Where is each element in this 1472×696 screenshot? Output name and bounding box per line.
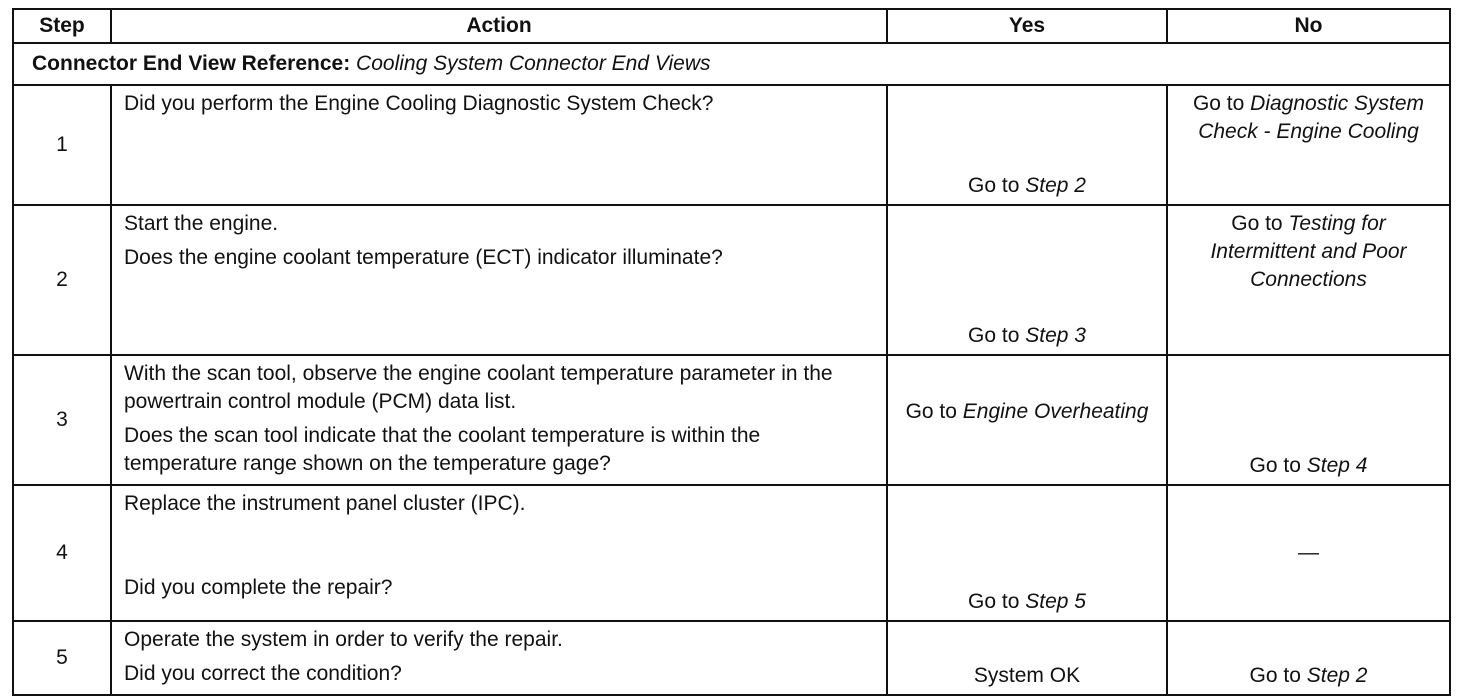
no-link[interactable]: Step 4 bbox=[1306, 454, 1368, 477]
yes-prefix: Go to bbox=[905, 400, 957, 423]
reference-cell bbox=[13, 43, 1450, 85]
reference-row bbox=[13, 43, 1450, 85]
table-row bbox=[13, 85, 1450, 205]
action-text: Replace the instrument panel cluster (IPC). bbox=[124, 492, 526, 515]
header-action: Action bbox=[111, 9, 887, 43]
header-row bbox=[13, 9, 1450, 43]
yes-cell bbox=[887, 85, 1167, 205]
no-cell bbox=[1167, 85, 1450, 205]
table-row bbox=[13, 485, 1450, 621]
step-number: 2 bbox=[13, 205, 111, 355]
action-cell bbox=[111, 621, 887, 695]
no-cell bbox=[1167, 205, 1450, 355]
step-number: 5 bbox=[13, 621, 111, 695]
no-cell bbox=[1167, 355, 1450, 485]
action-text: Does the engine coolant temperature (ECT) indicator illuminate? bbox=[124, 246, 723, 269]
action-text: Did you perform the Engine Cooling Diagnostic System Check? bbox=[124, 92, 714, 115]
action-text: Did you complete the repair? bbox=[124, 576, 393, 599]
diagnostic-table-wrapper bbox=[12, 8, 1451, 696]
no-prefix: Go to bbox=[1249, 454, 1301, 477]
no-link[interactable]: Step 2 bbox=[1306, 664, 1368, 687]
table-row bbox=[13, 205, 1450, 355]
action-text: Start the engine. bbox=[124, 212, 279, 235]
yes-cell bbox=[887, 621, 1167, 695]
action-text: Operate the system in order to verify the repair. bbox=[124, 628, 563, 651]
table-row bbox=[13, 621, 1450, 695]
header-no: No bbox=[1167, 9, 1450, 43]
action-cell bbox=[111, 485, 887, 621]
action-cell bbox=[111, 205, 887, 355]
no-dash: — bbox=[1298, 541, 1319, 564]
yes-link[interactable]: Step 5 bbox=[1025, 590, 1086, 613]
yes-text: System OK bbox=[973, 664, 1081, 687]
no-prefix: Go to bbox=[1231, 212, 1283, 235]
header-yes: Yes bbox=[887, 9, 1167, 43]
no-cell bbox=[1167, 485, 1450, 621]
yes-link[interactable]: Step 2 bbox=[1025, 174, 1086, 197]
yes-link[interactable]: Engine Overheating bbox=[962, 400, 1149, 423]
no-link[interactable]: Diagnostic System Check - Engine Cooling bbox=[1198, 92, 1425, 143]
action-cell bbox=[111, 355, 887, 485]
no-prefix: Go to bbox=[1249, 664, 1301, 687]
yes-prefix: Go to bbox=[968, 590, 1020, 613]
diagnostic-table bbox=[12, 8, 1451, 696]
action-cell bbox=[111, 85, 887, 205]
yes-prefix: Go to bbox=[968, 174, 1020, 197]
yes-cell bbox=[887, 205, 1167, 355]
step-number: 3 bbox=[13, 355, 111, 485]
no-cell bbox=[1167, 621, 1450, 695]
yes-prefix: Go to bbox=[968, 324, 1020, 347]
yes-cell bbox=[887, 485, 1167, 621]
no-prefix: Go to bbox=[1192, 92, 1245, 115]
no-link[interactable]: Testing for Intermittent and Poor Connections bbox=[1210, 212, 1407, 291]
table-row bbox=[13, 355, 1450, 485]
header-step: Step bbox=[13, 9, 111, 43]
action-text: With the scan tool, observe the engine coolant temperature parameter in the powertrain control module (PCM) data list. bbox=[124, 362, 833, 413]
step-number: 4 bbox=[13, 485, 111, 621]
step-number: 1 bbox=[13, 85, 111, 205]
action-text: Does the scan tool indicate that the coolant temperature is within the temperature range shown on the temperature gage? bbox=[124, 424, 761, 475]
yes-cell bbox=[887, 355, 1167, 485]
reference-label: Connector End View Reference: bbox=[32, 52, 351, 75]
action-text: Did you correct the condition? bbox=[124, 662, 402, 685]
reference-value: Cooling System Connector End Views bbox=[356, 52, 711, 75]
yes-link[interactable]: Step 3 bbox=[1025, 324, 1086, 347]
